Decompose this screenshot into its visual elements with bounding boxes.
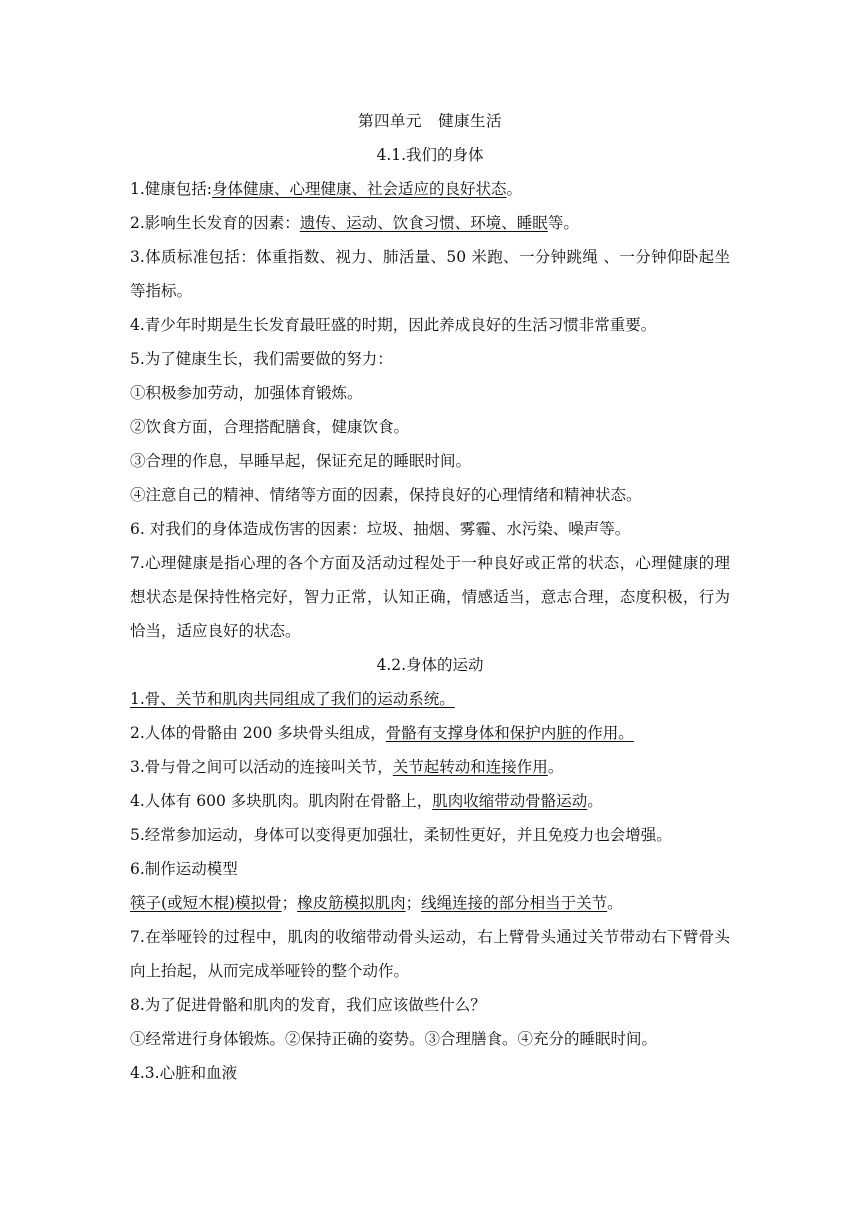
item-4-1-1: 1.健康包括:身体健康、心理健康、社会适应的良好状态。	[130, 180, 523, 198]
item-4-1-6: 6. 对我们的身体造成伤害的因素：垃圾、抽烟、雾霾、水污染、噪声等。	[130, 520, 631, 538]
item-4-2-6: 6.制作运动模型	[130, 860, 238, 878]
item-4-2-7: 7.在举哑铃的过程中，肌肉的收缩带动骨头运动，右上臂骨头通过关节带动右下臂骨头向上抬起，从而完成举哑铃的整个动作。	[130, 928, 730, 980]
item-4-1-5-sub-1: ①积极参加劳动，加强体育锻炼。	[130, 384, 363, 402]
document-body	[130, 104, 730, 1090]
unit-title: 第四单元 健康生活	[357, 112, 502, 130]
underlined-answer: 遗传、运动、饮食习惯、环境、睡眠	[299, 214, 548, 232]
item-4-2-1	[130, 682, 730, 716]
item-4-1-7: 7.心理健康是指心理的各个方面及活动过程处于一种良好或正常的状态，心理健康的理想状态是保持性格完好，智力正常，认知正确，情感适当，意志合理，态度积极，行为恰当，适应良好的状态。	[130, 554, 730, 640]
item-4-2-3: 3.骨与骨之间可以活动的连接叫关节，关节起转动和连接作用。	[130, 758, 564, 776]
item-4-2-8: 8.为了促进骨骼和肌肉的发育，我们应该做些什么？	[130, 996, 486, 1014]
item-4-1-5: 5.为了健康生长，我们需要做的努力：	[130, 350, 393, 368]
underlined-answer: 骨骼有支撑身体和保护内脏的作用。	[385, 724, 634, 742]
item-4-1-4: 4.青少年时期是生长发育最旺盛的时期，因此养成良好的生活习惯非常重要。	[130, 316, 657, 334]
underlined-answer: 1.骨、关节和肌肉共同组成了我们的运动系统。	[130, 690, 455, 708]
section-heading-4-1: 4.1.我们的身体	[376, 146, 484, 164]
underlined-answer: 线绳连接的部分相当于关节	[421, 894, 608, 912]
underlined-answer: 身体健康、心理健康、社会适应的良好状态	[212, 180, 507, 198]
item-4-1-2: 2.影响生长发育的因素：遗传、运动、饮食习惯、环境、睡眠等。	[130, 214, 579, 232]
section-heading-4-3: 4.3.心脏和血液	[130, 1064, 238, 1082]
item-4-1-5-sub-2: ②饮食方面，合理搭配膳食，健康饮食。	[130, 418, 410, 436]
item-4-1-5-sub-4: ④注意自己的精神、情绪等方面的因素，保持良好的心理情绪和精神状态。	[130, 486, 642, 504]
underlined-answer: 关节起转动和连接作用	[392, 758, 548, 776]
item-4-1-5-sub-3: ③合理的作息，早睡早起，保证充足的睡眠时间。	[130, 452, 472, 470]
item-4-2-5: 5.经常参加运动，身体可以变得更加强壮，柔韧性更好，并且免疫力也会增强。	[130, 826, 672, 844]
item-4-2-8-answer: ①经常进行身体锻炼。②保持正确的姿势。③合理膳食。④充分的睡眠时间。	[130, 1030, 658, 1048]
item-4-2-2: 2.人体的骨骼由 200 多块骨头组成，骨骼有支撑身体和保护内脏的作用。	[130, 724, 634, 742]
section-heading-4-2: 4.2.身体的运动	[376, 656, 484, 674]
underlined-answer: 筷子(或短木棍)模拟骨	[130, 894, 282, 912]
underlined-answer: 肌肉收缩带动骨骼运动	[432, 792, 588, 810]
item-4-1-3: 3.体质标准包括：体重指数、视力、肺活量、50 米跑、一分钟跳绳 、一分钟仰卧起坐等指标。	[130, 248, 730, 300]
item-4-2-6-detail: 筷子(或短木棍)模拟骨；橡皮筋模拟肌肉；线绳连接的部分相当于关节。	[130, 894, 623, 912]
underlined-answer: 橡皮筋模拟肌肉	[297, 894, 406, 912]
item-4-2-4: 4.人体有 600 多块肌肉。肌肉附在骨骼上，肌肉收缩带动骨骼运动。	[130, 792, 603, 810]
